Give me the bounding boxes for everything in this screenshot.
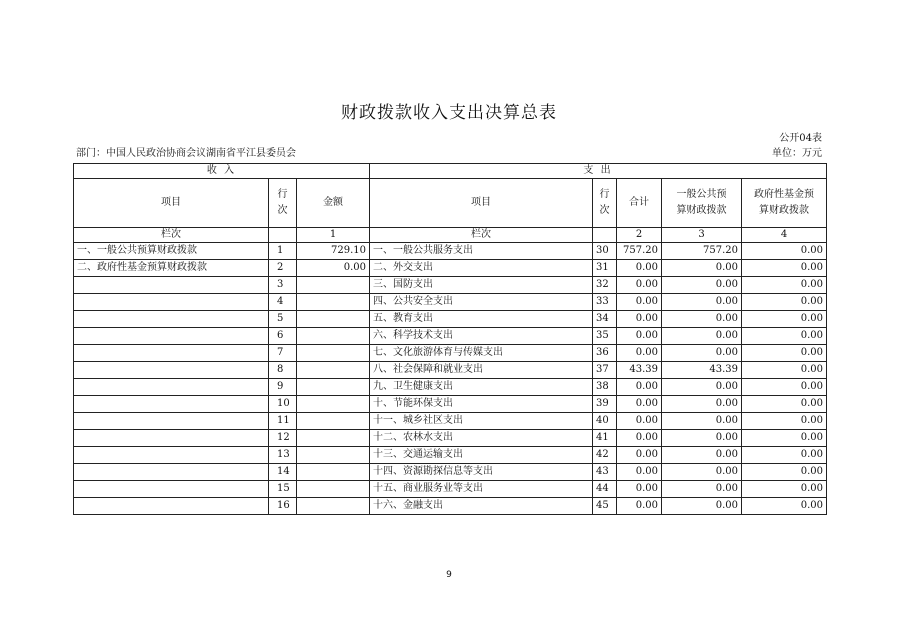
expense-line-cell: 39 <box>593 396 617 413</box>
expense-line-cell: 36 <box>593 345 617 362</box>
gov-fund-cell: 0.00 <box>742 277 827 294</box>
income-amount-cell <box>297 345 370 362</box>
income-line-cell: 8 <box>269 362 297 379</box>
total-cell: 0.00 <box>617 345 662 362</box>
income-line-cell: 3 <box>269 277 297 294</box>
income-amount-cell <box>297 481 370 498</box>
general-budget-cell: 0.00 <box>662 413 742 430</box>
expense-item-header: 项目 <box>370 179 593 228</box>
table-row <box>74 498 827 515</box>
expense-line-cell: 35 <box>593 328 617 345</box>
expense-item-cell: 八、社会保障和就业支出 <box>370 362 593 379</box>
general-budget-cell: 0.00 <box>662 260 742 277</box>
gov-fund-cell: 0.00 <box>742 464 827 481</box>
general-budget-cell: 0.00 <box>662 464 742 481</box>
expense-line-cell: 32 <box>593 277 617 294</box>
col-index-3: 3 <box>662 228 742 243</box>
income-line-header: 行次 <box>269 179 297 228</box>
header-row-section <box>74 164 827 179</box>
table-row <box>74 447 827 464</box>
expense-line-cell: 40 <box>593 413 617 430</box>
expense-item-cell: 十一、城乡社区支出 <box>370 413 593 430</box>
income-item-cell <box>74 464 269 481</box>
expense-item-cell: 一、一般公共服务支出 <box>370 243 593 260</box>
gov-fund-cell: 0.00 <box>742 328 827 345</box>
header-row-columns <box>74 179 827 228</box>
income-line-cell: 15 <box>269 481 297 498</box>
income-item-cell <box>74 498 269 515</box>
form-code: 公开04表 <box>779 133 822 144</box>
gov-fund-header: 政府性基金预算财政拨款 <box>742 179 827 228</box>
gov-fund-cell: 0.00 <box>742 447 827 464</box>
total-cell: 0.00 <box>617 481 662 498</box>
expense-item-cell: 九、卫生健康支出 <box>370 379 593 396</box>
income-item-cell: 二、政府性基金预算财政拨款 <box>74 260 269 277</box>
general-budget-cell: 0.00 <box>662 447 742 464</box>
income-line-cell: 2 <box>269 260 297 277</box>
total-header: 合计 <box>617 179 662 228</box>
income-line-cell: 6 <box>269 328 297 345</box>
income-item-cell <box>74 379 269 396</box>
general-budget-cell: 0.00 <box>662 328 742 345</box>
expense-item-cell: 十三、交通运输支出 <box>370 447 593 464</box>
total-cell: 0.00 <box>617 260 662 277</box>
expense-line-cell: 41 <box>593 430 617 447</box>
total-cell: 0.00 <box>617 447 662 464</box>
gov-fund-cell: 0.00 <box>742 362 827 379</box>
income-item-cell <box>74 413 269 430</box>
general-budget-cell: 0.00 <box>662 430 742 447</box>
income-amount-cell: 0.00 <box>297 260 370 277</box>
income-line-cell: 5 <box>269 311 297 328</box>
expense-line-cell: 33 <box>593 294 617 311</box>
table-row <box>74 430 827 447</box>
income-item-cell: 一、一般公共预算财政拨款 <box>74 243 269 260</box>
income-amount-cell <box>297 362 370 379</box>
expense-item-cell: 十、节能环保支出 <box>370 396 593 413</box>
expense-line-cell: 34 <box>593 311 617 328</box>
income-item-cell <box>74 447 269 464</box>
table-row <box>74 481 827 498</box>
income-line-cell: 11 <box>269 413 297 430</box>
header-row-index <box>74 228 827 243</box>
income-line-cell: 16 <box>269 498 297 515</box>
gov-fund-cell: 0.00 <box>742 294 827 311</box>
income-amount-cell <box>297 396 370 413</box>
general-budget-cell: 0.00 <box>662 396 742 413</box>
income-amount-cell <box>297 294 370 311</box>
income-amount-cell <box>297 447 370 464</box>
total-cell: 0.00 <box>617 311 662 328</box>
unit-label: 单位：万元 <box>772 148 822 159</box>
total-cell: 0.00 <box>617 464 662 481</box>
gov-fund-cell: 0.00 <box>742 413 827 430</box>
table-row <box>74 328 827 345</box>
income-line-cell: 12 <box>269 430 297 447</box>
gov-fund-cell: 0.00 <box>742 498 827 515</box>
table-row <box>74 277 827 294</box>
income-amount-header: 金额 <box>297 179 370 228</box>
gov-fund-cell: 0.00 <box>742 243 827 260</box>
col-label-right: 栏次 <box>370 228 593 243</box>
total-cell: 757.20 <box>617 243 662 260</box>
income-line-cell: 10 <box>269 396 297 413</box>
income-item-cell <box>74 430 269 447</box>
income-amount-cell <box>297 311 370 328</box>
expense-line-cell: 30 <box>593 243 617 260</box>
expense-line-cell: 31 <box>593 260 617 277</box>
col-index-2: 2 <box>617 228 662 243</box>
table-row <box>74 464 827 481</box>
income-header: 收 入 <box>74 164 370 179</box>
general-budget-cell: 757.20 <box>662 243 742 260</box>
department-label: 部门：中国人民政治协商会议湖南省平江县委员会 <box>76 148 296 159</box>
income-item-cell <box>74 294 269 311</box>
budget-table <box>73 163 827 515</box>
table-row <box>74 413 827 430</box>
gov-fund-cell: 0.00 <box>742 396 827 413</box>
expense-item-cell: 五、教育支出 <box>370 311 593 328</box>
income-amount-cell <box>297 328 370 345</box>
income-amount-cell <box>297 379 370 396</box>
expense-line-cell: 37 <box>593 362 617 379</box>
table-row <box>74 362 827 379</box>
blank-cell <box>593 228 617 243</box>
expense-line-header: 行次 <box>593 179 617 228</box>
gov-fund-cell: 0.00 <box>742 345 827 362</box>
general-budget-cell: 43.39 <box>662 362 742 379</box>
total-cell: 43.39 <box>617 362 662 379</box>
expense-line-cell: 45 <box>593 498 617 515</box>
total-cell: 0.00 <box>617 413 662 430</box>
general-budget-cell: 0.00 <box>662 481 742 498</box>
expense-item-cell: 十四、资源勘探信息等支出 <box>370 464 593 481</box>
income-item-cell <box>74 311 269 328</box>
expense-item-cell: 十二、农林水支出 <box>370 430 593 447</box>
table-row <box>74 260 827 277</box>
gov-fund-cell: 0.00 <box>742 260 827 277</box>
income-item-cell <box>74 481 269 498</box>
col-index-1: 1 <box>297 228 370 243</box>
expense-line-cell: 43 <box>593 464 617 481</box>
total-cell: 0.00 <box>617 379 662 396</box>
income-amount-cell <box>297 413 370 430</box>
general-budget-cell: 0.00 <box>662 294 742 311</box>
gov-fund-cell: 0.00 <box>742 379 827 396</box>
gov-fund-cell: 0.00 <box>742 481 827 498</box>
table-row <box>74 294 827 311</box>
total-cell: 0.00 <box>617 430 662 447</box>
col-label-left: 栏次 <box>74 228 269 243</box>
income-amount-cell <box>297 430 370 447</box>
total-cell: 0.00 <box>617 294 662 311</box>
income-item-cell <box>74 345 269 362</box>
income-amount-cell <box>297 464 370 481</box>
expense-item-cell: 六、科学技术支出 <box>370 328 593 345</box>
table-row <box>74 379 827 396</box>
page-title: 财政拨款收入支出决算总表 <box>341 103 557 123</box>
income-amount-cell <box>297 277 370 294</box>
income-amount-cell: 729.10 <box>297 243 370 260</box>
general-budget-cell: 0.00 <box>662 311 742 328</box>
gov-fund-cell: 0.00 <box>742 311 827 328</box>
income-line-cell: 14 <box>269 464 297 481</box>
gov-fund-cell: 0.00 <box>742 430 827 447</box>
blank-cell <box>269 228 297 243</box>
income-item-cell <box>74 328 269 345</box>
general-budget-cell: 0.00 <box>662 277 742 294</box>
expense-item-cell: 二、外交支出 <box>370 260 593 277</box>
expense-item-cell: 三、国防支出 <box>370 277 593 294</box>
expense-item-cell: 十五、商业服务业等支出 <box>370 481 593 498</box>
income-item-header: 项目 <box>74 179 269 228</box>
income-item-cell <box>74 277 269 294</box>
total-cell: 0.00 <box>617 277 662 294</box>
income-item-cell <box>74 362 269 379</box>
expense-item-cell: 十六、金融支出 <box>370 498 593 515</box>
table-row <box>74 311 827 328</box>
general-budget-header: 一般公共预算财政拨款 <box>662 179 742 228</box>
income-line-cell: 7 <box>269 345 297 362</box>
income-line-cell: 1 <box>269 243 297 260</box>
expense-header: 支 出 <box>370 164 827 179</box>
expense-item-cell: 七、文化旅游体育与传媒支出 <box>370 345 593 362</box>
income-item-cell <box>74 396 269 413</box>
total-cell: 0.00 <box>617 396 662 413</box>
general-budget-cell: 0.00 <box>662 379 742 396</box>
expense-item-cell: 四、公共安全支出 <box>370 294 593 311</box>
general-budget-cell: 0.00 <box>662 498 742 515</box>
expense-line-cell: 38 <box>593 379 617 396</box>
page-number: 9 <box>446 570 452 580</box>
income-line-cell: 4 <box>269 294 297 311</box>
table-row <box>74 345 827 362</box>
income-line-cell: 9 <box>269 379 297 396</box>
income-line-cell: 13 <box>269 447 297 464</box>
income-amount-cell <box>297 498 370 515</box>
expense-line-cell: 44 <box>593 481 617 498</box>
table-row <box>74 243 827 260</box>
table-row <box>74 396 827 413</box>
expense-line-cell: 42 <box>593 447 617 464</box>
general-budget-cell: 0.00 <box>662 345 742 362</box>
col-index-4: 4 <box>742 228 827 243</box>
total-cell: 0.00 <box>617 328 662 345</box>
total-cell: 0.00 <box>617 498 662 515</box>
